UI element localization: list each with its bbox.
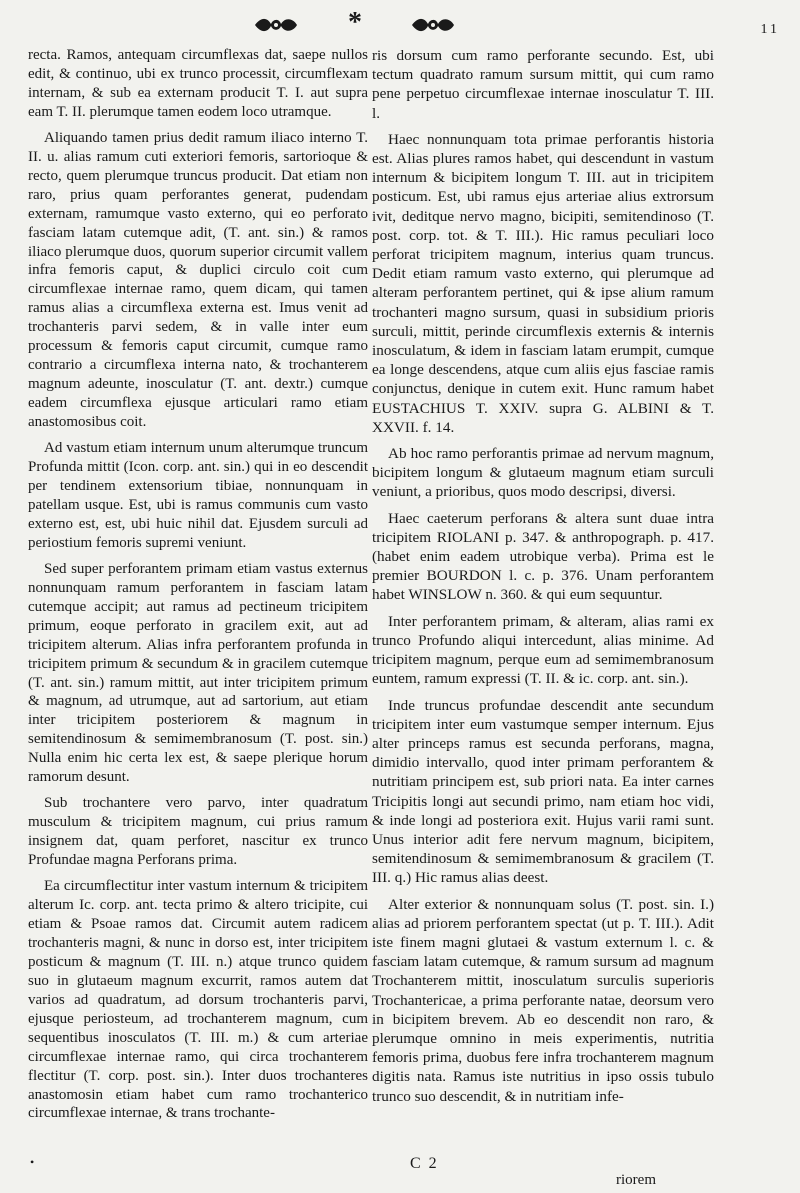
- page-header: [0, 8, 800, 38]
- paragraph: Aliquando tamen prius dedit ramum iliaco interno T. II. u. alias ramum cuti exteriori femoris, sartorioque & recto, quem plerumque truncus producit. Dat etiam non raro, prius quam perforantes generat, pudendam externam, ramumque vasto externo, qui eo perforato fasciam latam cutemque adit, (T. ant. sin.) & ramos iliaco plerumque duos, quorum superior circumit vallem infra femoris caput, & duplici circulo coit cum circumflexae internae ramo, quem dicam, qui tamen ramus alias a circumflexa externa est. Imus venit ad trochanteris parvi sedem, & in valle inter eum processum & femoris caput circumit, cumque ramo contrario a circumflexa interna nato, & trochanterem magnum adeunte, inosculatur (T. ant. dextr.) cumque eadem circumflexa ejusque articulari ramo etiam anastomosibus coit.: [28, 129, 368, 431]
- page-number: 11: [760, 22, 780, 37]
- paragraph: Haec caeterum perforans & altera sunt duae intra tricipitem RIOLANI p. 347. & anthropograph. p. 417. (habet enim eadem utrobique verba). Prima est le premier BOURDON l. c. p. 376. Unam perforantem habet WINSLOW n. 360. & qui eum sequuntur.: [372, 509, 714, 604]
- paragraph: Alter exterior & nonnunquam solus (T. post. sin. I.) alias ad priorem perforantem spectat (ut p. T. III.). Adit iste finem magni glutaei & vastum externum l. c. & fasciam latam cutemque, & ramum sursum ad magnum Trochanterem mittit, inosculatum surculis superioris Trochantericae, a prima perforante natae, deorsum vero in bicipitem brevem. Ab eo descendit non raro, & plerumque omnino in meis experimentis, nutritia femoris prima, duobus fere infra trochanterem magnum digitis nata. Ramus iste nutritius in ipso ossis tubulo trunco suo descendit, & in nutritiam infe-: [372, 895, 714, 1105]
- paragraph: Haec nonnunquam tota primae perforantis historia est. Alias plures ramos habet, qui descendunt in vastum internum & bicipitem longum T. III. aut in tricipitem posticum. Est, ubi ramus ejus arteriae alius extrorsum ivit, deditque nervo magno, bicipiti, semitendinoso (T. post. corp. tot. & T. III.). Hic ramus peculiari loco perforat tricipitem magnum, interius quam truncus. Dedit etiam ramum vasto externo, qui plerumque ad alteram perforantem pertinet, qui & ipse alium ramum trochanteri magno sursum, quasi in subsidium prioris surculi, mittit, perinde circumflexis externis & internis inosculatum, & idem in fasciam latam erumpit, cumque ea longe descendens, atque cum aliis ejus fasciae ramis conjunctus, denique in cutem exit. Hunc ramum habet EUSTACHIUS T. XXIV. supra G. ALBINI & T. XXVII. f. 14.: [372, 130, 714, 436]
- paragraph: Ad vastum etiam internum unum alterumque truncum Profunda mittit (Icon. corp. ant. sin.) qui in eo descendit per tendinem extensorium tibiae, nonnunquam in patellam usque. Est, ubi is ramus communis cum vasto externo est, est, ubi huic nihil dat. Ejusdem surculi ad periostium femoris supremi veniunt.: [28, 440, 368, 551]
- signature-mark: C 2: [410, 1155, 439, 1172]
- ornament-left-icon: [253, 16, 299, 34]
- paragraph: Ea circumflectitur inter vastum internum & tricipitem alterum Ic. corp. ant. tecta primo & altero tricipite, cui etiam & Psoae ramos dat. Circumit autem radicem trochanteris magni, & nunc in dorso est, inter tricipitem posticum & magnum (T. III. n.) atque trunco quidem suo in glutaeum magnum excurrit, ramos autem dat varios ad quadratum, ad dorsum trochanteris parvi, ejusque periosteum, ad trochanterem magnum, cum sequentibus inosculatos (T. III. m.) & cum arteriae circumflexae internae ramo, qui circa trochanterem flectitur (T. corp. post. sin.). Inter duos trochanteres anastomosin etiam habet cum ramo trochanterico circumflexae internae, & trans trochante-: [28, 878, 368, 1122]
- paragraph: Sed super perforantem primam etiam vastus externus nonnunquam ramum perforantem in fasciam latam cutemque accipit; aut ramus ad pectineum tricipitem primum, eoque perforato in gracilem exit, aut ad tricipitem alterum. Alias infra perforantem profunda in tricipitem primum & secundum & in gracilem cutemque (T. ant. sin.) ramum mittit, aut inter tricipitem primum & magnum, ad utrumque, aut ad sartorium, aut etiam inter tricipitem posteriorem & magnum in semitendinosum & semimembranosum (T. post. sin.) Nulla enim hic certa lex est, & saepe plerique horum ramorum desunt.: [28, 560, 368, 786]
- paragraph: Sub trochantere vero parvo, inter quadratum musculum & tricipitem magnum, cui prius ramum insignem dat, quam perforet, nascitur ex trunco Profundae magna Perforans prima.: [28, 795, 368, 869]
- paragraph: Inter perforantem primam, & alteram, alias rami ex trunco Profundo aliqui intercedunt, alias minime. Ad tricipitem magnum, perque eum ad semimembranosum euntem, ramum expressi (T. II. & ic. corp. ant. sin.).: [372, 612, 714, 688]
- left-column: [28, 46, 368, 1130]
- paragraph: recta. Ramos, antequam circumflexas dat, saepe nullos edit, & continuo, ubi ex trunco processit, circumflexam internam, & sub ea externam producit T. I. aut supra eam T. II. plerumque tamen eodem loco utramque.: [28, 47, 368, 120]
- margin-mark: •: [30, 1155, 35, 1169]
- catchword: riorem: [616, 1172, 656, 1188]
- paragraph: Inde truncus profundae descendit ante secundum tricipitem inter eum vastumque semper internum. Ejus alter princeps ramus est secunda perforans, magna, dimidio intervallo, quod inter primam perforantem & nutritiam principem est, sub priori nata. Ea inter carnes Tricipitis longi aut secundi primo, nam etiam hoc vidi, & inde longi ad posteriora exit. Hujus varii rami sunt. Unus interior adit fere nervum magnum, bicipitem, semitendinosum & semimembranosum & gracilem (T. III. q.) Hic ramus alias deest.: [372, 696, 714, 887]
- paragraph: ris dorsum cum ramo perforante secundo. Est, ubi tectum quadrato ramum sursum mittit, qui cum ramo pene perpetuo circumflexae internae inosculatur T. III. l.: [372, 47, 714, 122]
- asterisk-mark: *: [348, 7, 362, 38]
- right-column: [372, 46, 714, 1113]
- ornament-right-icon: [410, 16, 456, 34]
- paragraph: Ab hoc ramo perforantis primae ad nervum magnum, bicipitem longum & glutaeum magnum etiam surculi veniunt, a prioribus, quos modo descripsi, diversi.: [372, 445, 714, 501]
